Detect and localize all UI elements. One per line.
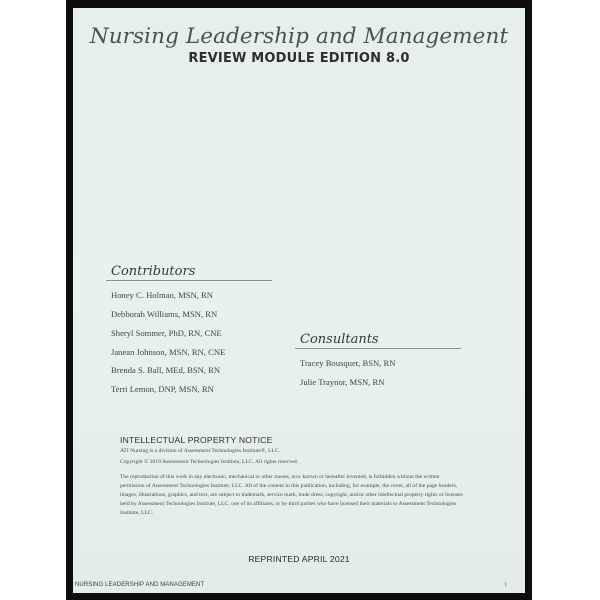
contributor-name: Terri Lemon, DNP, MSN, RN	[111, 384, 214, 394]
consultant-name: Julie Traynor, MSN, RN	[300, 377, 385, 387]
contributors-rule	[106, 280, 272, 281]
contributor-name: Brenda S. Ball, MEd, BSN, RN	[111, 365, 221, 375]
ip-notice-heading: INTELLECTUAL PROPERTY NOTICE	[120, 435, 273, 445]
document-page	[73, 8, 525, 593]
contributor-name: Debborah Williams, MSN, RN	[111, 309, 218, 319]
page-number: i	[505, 582, 507, 588]
consultants-rule	[295, 348, 461, 349]
edition-subtitle: REVIEW MODULE EDITION 8.0	[188, 51, 410, 66]
reprinted-date: REPRINTED APRIL 2021	[248, 554, 350, 564]
running-footer: NURSING LEADERSHIP AND MANAGEMENT	[75, 582, 205, 588]
contributors-heading: Contributors	[111, 264, 196, 279]
consultant-name: Tracey Bousquet, BSN, RN	[300, 358, 396, 368]
ip-division-line: ATI Nursing is a division of Assessment Technologies Institute®, LLC.	[120, 448, 280, 454]
contributor-name: Janean Johnson, MSN, RN, CNE	[111, 347, 226, 357]
contributor-name: Honey C. Holman, MSN, RN	[111, 290, 213, 300]
book-title: Nursing Leadership and Management	[89, 24, 509, 49]
contributor-name: Sheryl Sommer, PhD, RN, CNE	[111, 328, 222, 338]
ip-notice-paragraph: The reproduction of this work in any electronic, mechanical or other means, now known or hereafter invented, is forbidden without the written permission of Assessment Technologies Institute, LLC. All of the content in this publication, including, for example, the cover, all of the page headers, images, illustrations, graphics, and text, are subject to trademark, service mark, trade dress, copyright, and/or other intellectual property rights or licenses held by Assessment Technologies Institute, LLC, one of its affiliates, or by third parties who have licensed their materials to Assessment Technologies Institute, LLC.	[120, 474, 463, 516]
copyright-line: Copyright © 2019 Assessment Technologies Institute, LLC. All rights reserved.	[120, 459, 299, 465]
consultants-heading: Consultants	[300, 332, 379, 347]
